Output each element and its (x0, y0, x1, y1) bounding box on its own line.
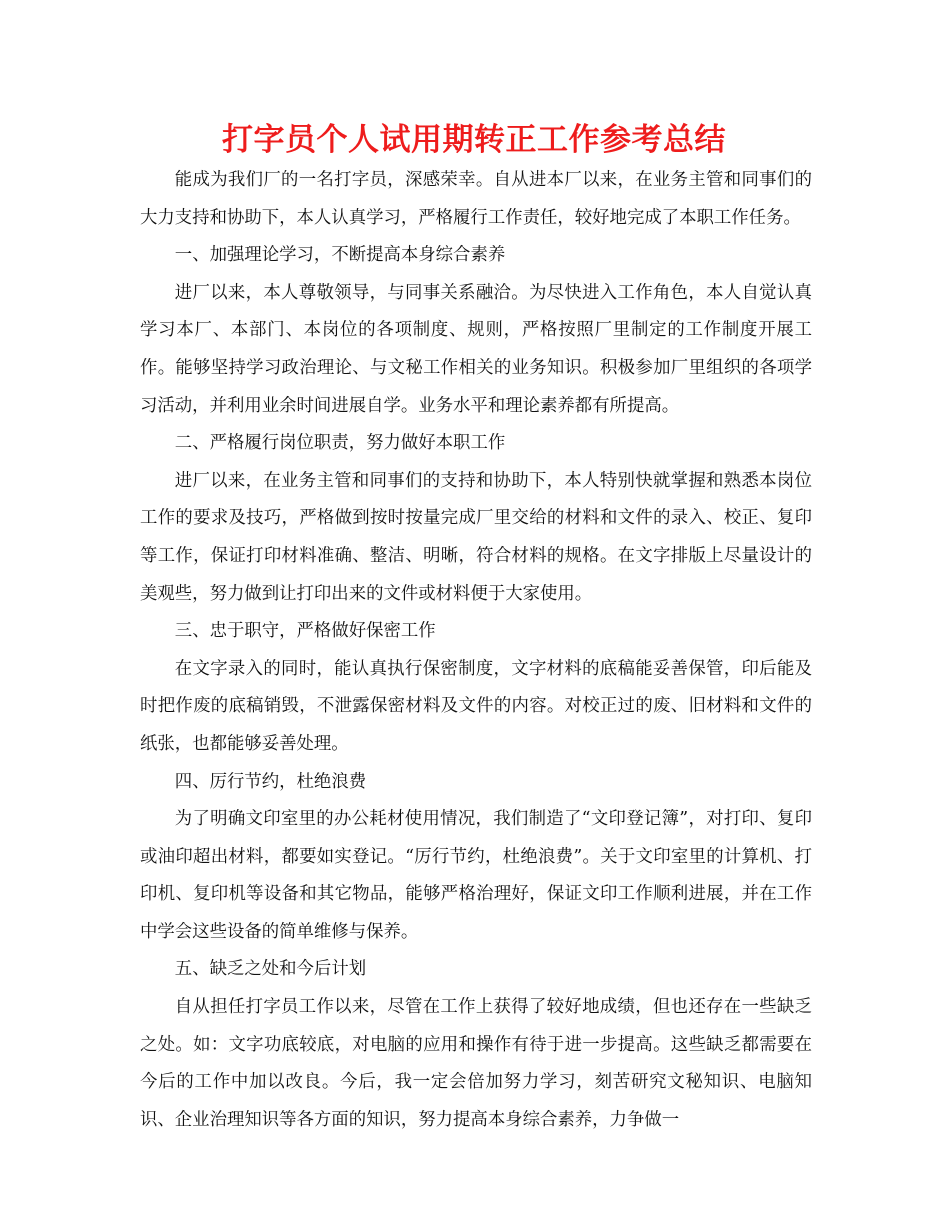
section-body-5: 自从担任打字员工作以来，尽管在工作上获得了较好地成绩，但也还存在一些缺乏之处。如：文字功底较底，对电脑的应用和操作有待于进一步提高。这些缺乏都需要在今后的工作中加以改良。今后，我一定会倍加努力学习，刻苦研究文秘知识、电脑知识、企业治理知识等各方面的知识，努力提高本身综合素养，力争做一 (140, 997, 812, 1130)
section-body-1: 进厂以来，本人尊敬领导，与同事关系融洽。为尽快进入工作角色，本人自觉认真学习本厂、本部门、本岗位的各项制度、规则，严格按照厂里制定的工作制度开展工作。能够坚持学习政治理论、与文秘工作相关的业务知识。积极参加厂里组织的各项学习活动，并利用业余时间进展自学。业务水平和理论素养都有所提高。 (140, 282, 812, 416)
section-heading-3: 三、忠于职守，严格做好保密工作 (174, 621, 436, 642)
document-page (140, 118, 812, 1139)
intro-paragraph: 能成为我们厂的一名打字员，深感荣幸。自从进本厂以来，在业务主管和同事们的大力支持和协助下，本人认真学习，严格履行工作责任，较好地完成了本职工作任务。 (140, 170, 812, 228)
section-heading-4: 四、厉行节约，杜绝浪费 (174, 771, 367, 792)
document-title: 打字员个人试用期转正工作参考总结 (222, 122, 726, 158)
section-heading-2: 二、严格履行岗位职责，努力做好本职工作 (174, 433, 506, 454)
section-body-3: 在文字录入的同时，能认真执行保密制度，文字材料的底稿能妥善保管，印后能及时把作废的底稿销毁，不泄露保密材料及文件的内容。对校正过的废、旧材料和文件的纸张，也都能够妥善处理。 (140, 658, 812, 754)
section-body-2: 进厂以来，在业务主管和同事们的支持和协助下，本人特别快就掌握和熟悉本岗位工作的要求及技巧，严格做到按时按量完成厂里交给的材料和文件的录入、校正、复印等工作，保证打印材料准确、整洁、明晰，符合材料的规格。在文字排版上尽量设计的美观些，努力做到让打印出来的文件或材料便于大家使用。 (140, 470, 812, 604)
section-body-4: 为了明确文印室里的办公耗材使用情况，我们制造了“文印登记簿”，对打印、复印或油印超出材料，都要如实登记。“厉行节约，杜绝浪费”。关于文印室里的计算机、打印机、复印机等设备和其它物品，能够严格治理好，保证文印工作顺利进展，并在工作中学会这些设备的简单维修与保养。 (140, 809, 812, 942)
section-heading-1: 一、加强理论学习，不断提高本身综合素养 (174, 245, 506, 266)
section-heading-5: 五、缺乏之处和今后计划 (174, 959, 367, 980)
